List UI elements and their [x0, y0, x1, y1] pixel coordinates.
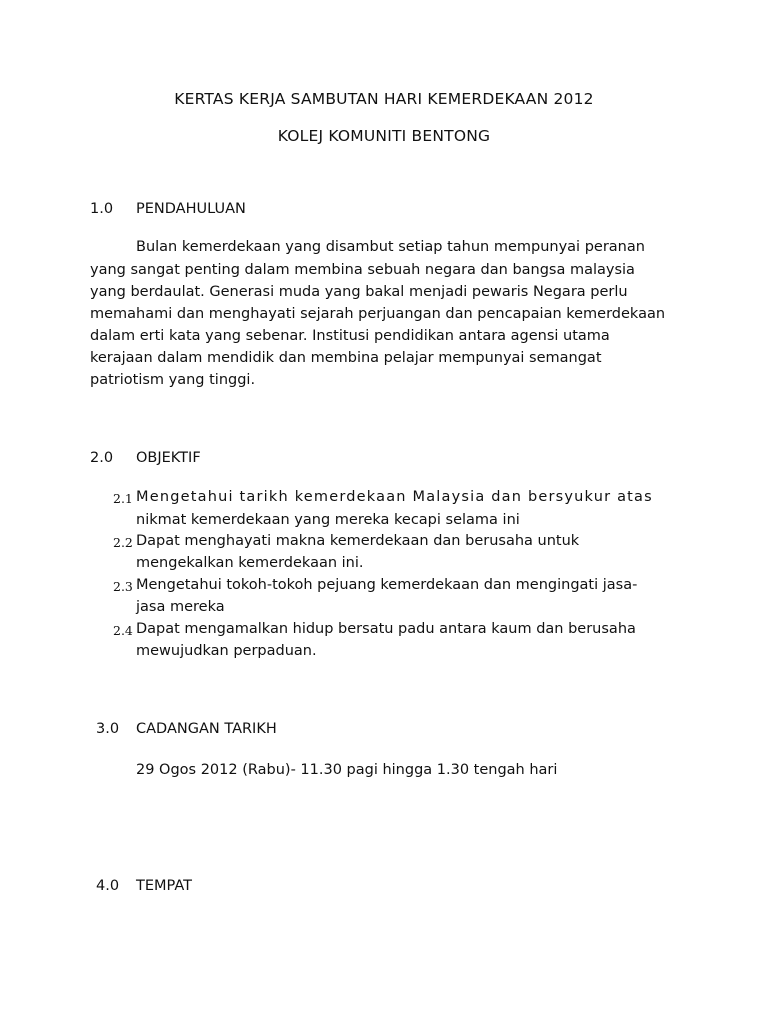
objective-line: mewujudkan perpaduan. [136, 643, 317, 659]
objective-line: Dapat mengamalkan hidup bersatu padu antara kaum dan berusaha [136, 621, 636, 637]
paragraph-line: yang berdaulat. Generasi muda yang bakal menjadi pewaris Negara perlu [90, 284, 628, 300]
date-detail: 29 Ogos 2012 (Rabu)- 11.30 pagi hingga 1.30 tengah hari [136, 762, 558, 778]
document-title: KERTAS KERJA SAMBUTAN HARI KEMERDEKAAN 2012 [174, 90, 594, 108]
section-4-number: 4.0 [96, 878, 120, 894]
objective-line: mengekalkan kemerdekaan ini. [136, 555, 364, 571]
paragraph-line: yang sangat penting dalam membina sebuah negara dan bangsa malaysia [90, 262, 635, 278]
section-3-number: 3.0 [96, 721, 120, 737]
paragraph-line: kerajaan dalam mendidik dan membina pelajar mempunyai semangat [90, 350, 602, 366]
section-3-heading: CADANGAN TARIKH [136, 721, 277, 737]
paragraph-line: Bulan kemerdekaan yang disambut setiap tahun mempunyai peranan [136, 239, 645, 255]
paragraph-line: memahami dan menghayati sejarah perjuangan dan pencapaian kemerdekaan [90, 306, 666, 322]
section-4-heading: TEMPAT [136, 878, 192, 894]
section-2-heading: OBJEKTIF [136, 450, 201, 466]
objective-line: Mengetahui tarikh kemerdekaan Malaysia dan bersyukur atas [136, 489, 653, 505]
objective-line: nikmat kemerdekaan yang mereka kecapi selama ini [136, 512, 520, 528]
objective-number: 2.1 [113, 491, 133, 506]
objective-number: 2.2 [113, 535, 133, 550]
paragraph-line: dalam erti kata yang sebenar. Institusi pendidikan antara agensi utama [90, 328, 610, 344]
section-1-heading: PENDAHULUAN [136, 201, 246, 217]
section-2-number: 2.0 [90, 450, 114, 466]
document-subtitle: KOLEJ KOMUNITI BENTONG [277, 127, 491, 145]
objective-line: Mengetahui tokoh-tokoh pejuang kemerdekaan dan mengingati jasa- [136, 577, 638, 593]
section-1-number: 1.0 [90, 201, 114, 217]
objective-number: 2.3 [113, 579, 133, 594]
objective-line: Dapat menghayati makna kemerdekaan dan berusaha untuk [136, 533, 580, 549]
paragraph-line: patriotism yang tinggi. [90, 372, 256, 388]
objective-line: jasa mereka [136, 599, 225, 615]
objective-number: 2.4 [113, 623, 133, 638]
